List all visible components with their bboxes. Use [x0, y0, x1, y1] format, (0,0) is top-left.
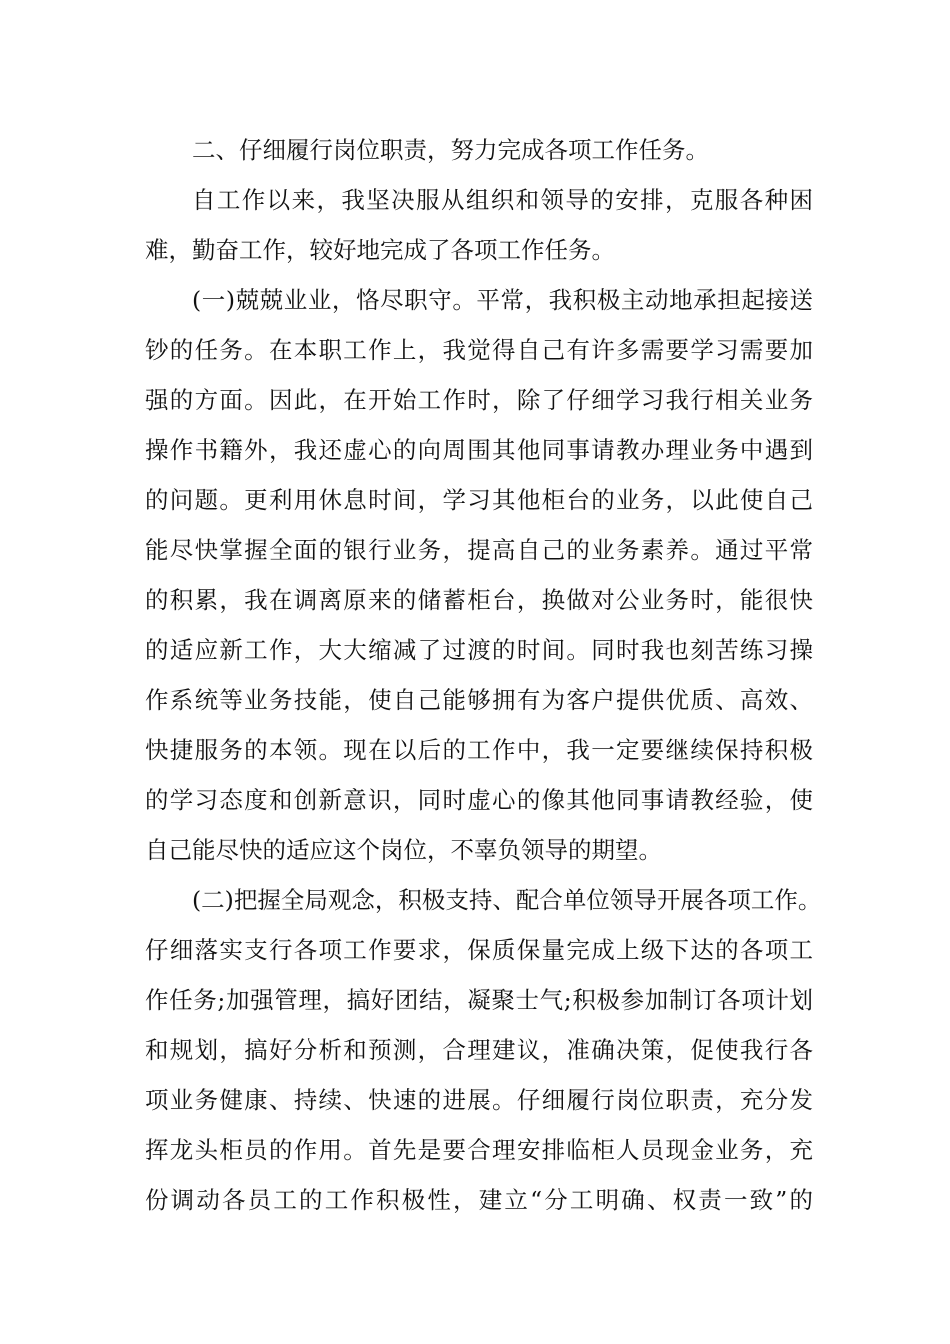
- paragraph-line: 仔细落实支行各项工作要求，保质保量完成上级下达的各项工: [145, 936, 813, 964]
- paragraph-line: 份调动各员工的工作积极性，建立“分工明确、权责一致”的: [145, 1186, 813, 1214]
- paragraph-line: 的积累，我在调离原来的储蓄柜台，换做对公业务时，能很快: [145, 586, 813, 614]
- paragraph-line: 挥龙头柜员的作用。首先是要合理安排临柜人员现金业务，充: [145, 1136, 813, 1164]
- paragraph-line: 自工作以来，我坚决服从组织和领导的安排，克服各种困: [192, 186, 813, 214]
- paragraph-line: 难，勤奋工作，较好地完成了各项工作任务。: [145, 236, 615, 264]
- paragraph-line: 能尽快掌握全面的银行业务，提高自己的业务素养。通过平常: [145, 536, 813, 564]
- paragraph-line: 作系统等业务技能，使自己能够拥有为客户提供优质、高效、: [145, 686, 813, 714]
- section-heading: 二、仔细履行岗位职责，努力完成各项工作任务。: [192, 136, 709, 164]
- paragraph-line: 强的方面。因此，在开始工作时，除了仔细学习我行相关业务: [145, 386, 813, 414]
- paragraph-line: (一)兢兢业业，恪尽职守。平常，我积极主动地承担起接送: [192, 286, 813, 314]
- paragraph-line: 项业务健康、持续、快速的进展。仔细履行岗位职责，充分发: [145, 1086, 813, 1114]
- paragraph-line: 的学习态度和创新意识，同时虚心的像其他同事请教经验，使: [145, 786, 813, 814]
- paragraph-line: 快捷服务的本领。现在以后的工作中，我一定要继续保持积极: [145, 736, 813, 764]
- document-body: [145, 125, 822, 1225]
- paragraph-line: 和规划，搞好分析和预测，合理建议，准确决策，促使我行各: [145, 1036, 813, 1064]
- paragraph-line: 自己能尽快的适应这个岗位，不辜负领导的期望。: [145, 836, 662, 864]
- paragraph-line: 的问题。更利用休息时间，学习其他柜台的业务，以此使自己: [145, 486, 813, 514]
- paragraph-line: 操作书籍外，我还虚心的向周围其他同事请教办理业务中遇到: [145, 436, 813, 464]
- paragraph-line: 的适应新工作，大大缩减了过渡的时间。同时我也刻苦练习操: [145, 636, 813, 664]
- paragraph-line: 钞的任务。在本职工作上，我觉得自己有许多需要学习需要加: [145, 336, 813, 364]
- paragraph-line: (二)把握全局观念，积极支持、配合单位领导开展各项工作。: [192, 886, 822, 914]
- paragraph-line: 作任务;加强管理，搞好团结，凝聚士气;积极参加制订各项计划: [145, 986, 813, 1014]
